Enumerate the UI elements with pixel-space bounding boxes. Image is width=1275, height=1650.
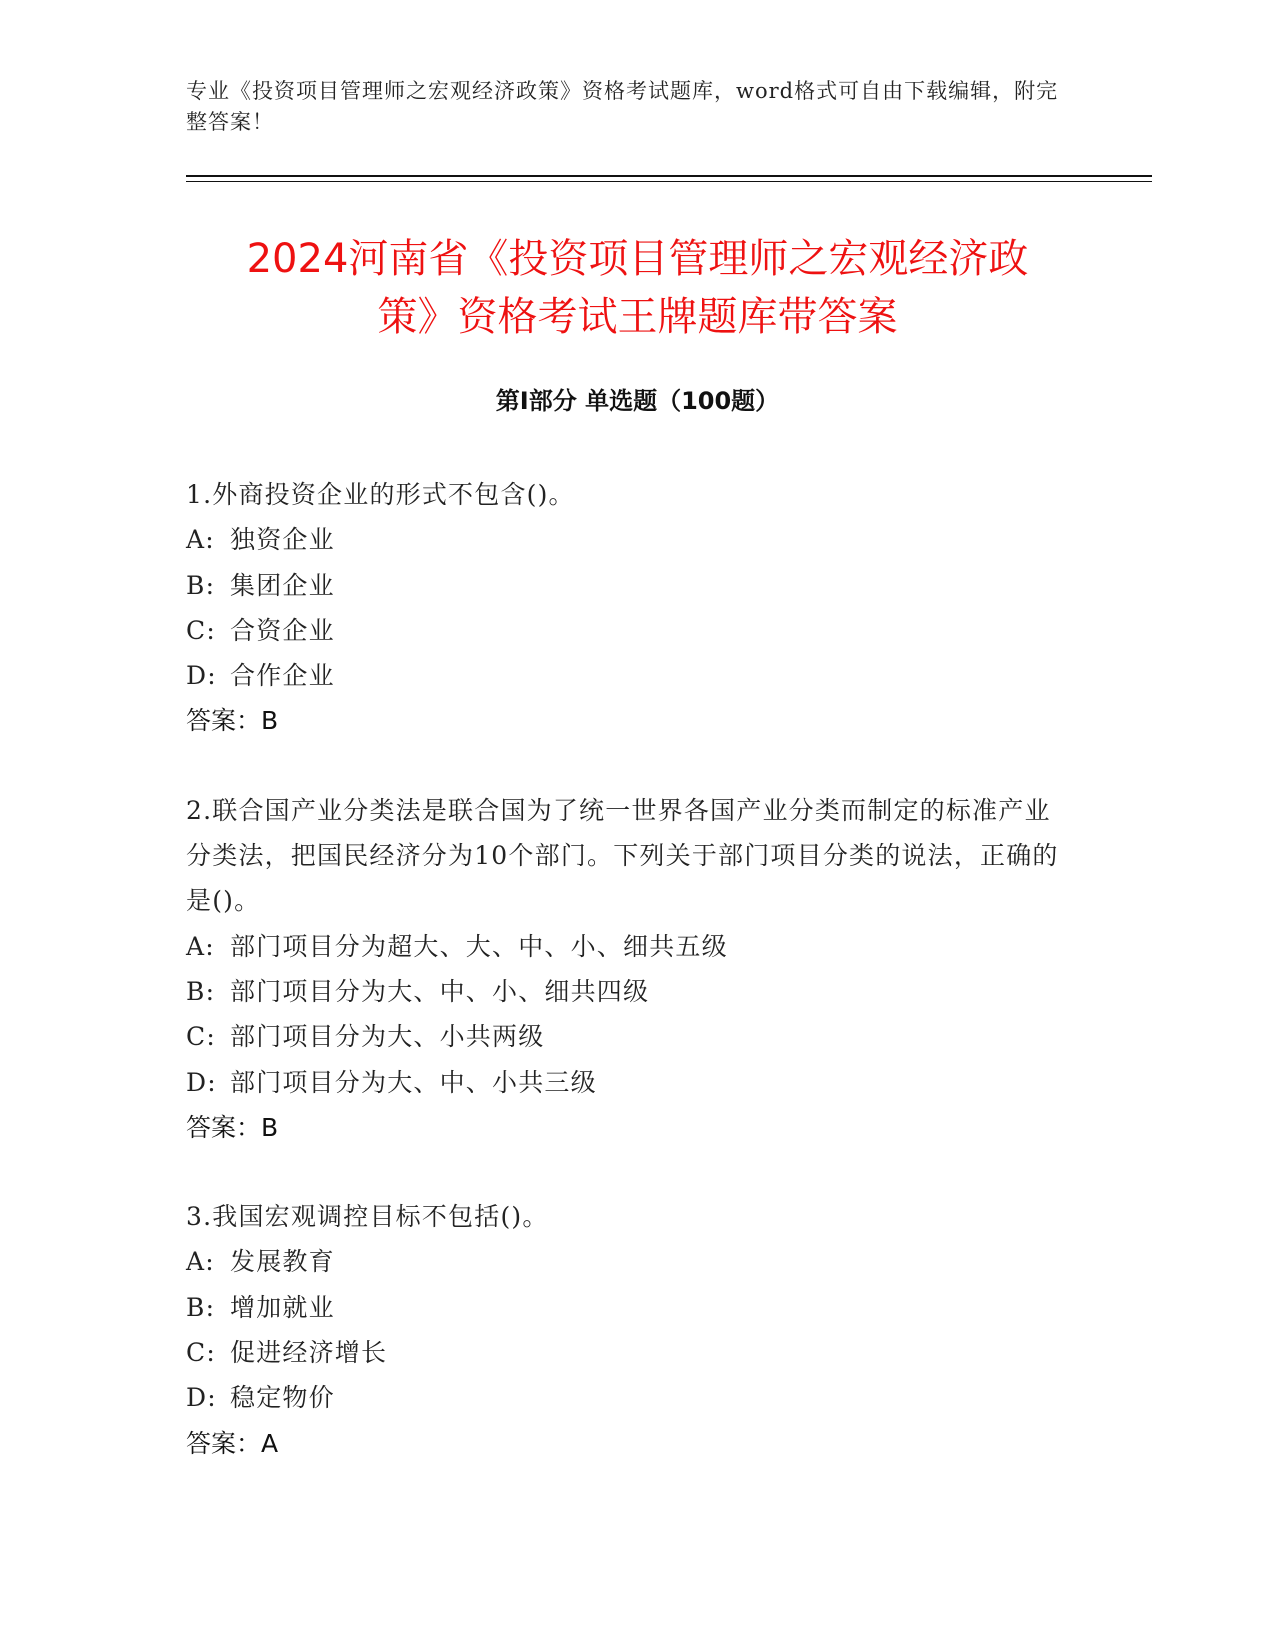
option-text: 部门项目分为超大、大、中、小、细共五级 [230, 931, 728, 961]
option-letter: C: [186, 615, 216, 645]
option-text: 独资企业 [230, 525, 335, 555]
question-2 [186, 788, 1076, 1150]
option-c [186, 1014, 1076, 1059]
option-letter: C: [186, 1338, 216, 1368]
answer-line: 答案：B [186, 706, 279, 736]
section-title: 第Ⅰ部分 单选题（100题） [495, 387, 780, 415]
question-stem: 1.外商投资企业的形式不包含()。 [186, 480, 575, 509]
header-rule-thick [186, 175, 1152, 177]
option-b [186, 563, 1076, 608]
option-letter: B: [186, 976, 216, 1006]
option-a [186, 924, 1076, 969]
header-note: 专业《投资项目管理师之宏观经济政策》资格考试题库，word格式可自由下载编辑，附完整答案！ [186, 79, 1059, 134]
option-text: 合作企业 [230, 661, 335, 691]
option-letter: B: [186, 570, 216, 600]
option-d [186, 653, 1076, 698]
option-text: 部门项目分为大、中、小共三级 [230, 1067, 597, 1097]
option-text: 促进经济增长 [230, 1338, 388, 1368]
question-stem: 2.联合国产业分类法是联合国为了统一世界各国产业分类而制定的标准产业分类法，把国民经济分为10个部门。下列关于部门项目分类的说法，正确的是()。 [186, 795, 1059, 916]
option-letter: B: [186, 1292, 216, 1322]
question-stem: 3.我国宏观调控目标不包括()。 [186, 1202, 549, 1232]
option-text: 部门项目分为大、小共两级 [230, 1022, 545, 1052]
option-text: 部门项目分为大、中、小、细共四级 [230, 976, 650, 1006]
document-title-line-1: 2024河南省《投资项目管理师之宏观经济政 [246, 236, 1029, 282]
option-d [186, 1375, 1076, 1420]
question-list [186, 472, 1076, 1510]
option-d [186, 1060, 1076, 1105]
option-a [186, 1239, 1076, 1284]
answer-line: 答案：B [186, 1112, 279, 1142]
header-rule-thin [186, 181, 1152, 182]
option-letter: D: [186, 1383, 217, 1413]
option-letter: C: [186, 1022, 216, 1052]
question-3 [186, 1194, 1076, 1466]
option-text: 稳定物价 [230, 1383, 335, 1413]
option-b [186, 1285, 1076, 1330]
option-text: 集团企业 [230, 570, 335, 600]
option-a [186, 517, 1076, 562]
option-c [186, 608, 1076, 653]
answer-line: 答案：A [186, 1428, 279, 1458]
document-title [130, 230, 1145, 346]
option-b [186, 969, 1076, 1014]
option-text: 增加就业 [230, 1292, 335, 1322]
option-letter: A: [186, 1247, 215, 1277]
option-letter: A: [186, 931, 215, 961]
question-1 [186, 472, 1076, 744]
option-letter: D: [186, 661, 217, 691]
option-c [186, 1330, 1076, 1375]
option-text: 发展教育 [230, 1247, 335, 1277]
document-title-line-2: 策》资格考试王牌题库带答案 [377, 294, 898, 340]
option-letter: D: [186, 1067, 217, 1097]
option-letter: A: [186, 525, 215, 555]
option-text: 合资企业 [230, 615, 335, 645]
